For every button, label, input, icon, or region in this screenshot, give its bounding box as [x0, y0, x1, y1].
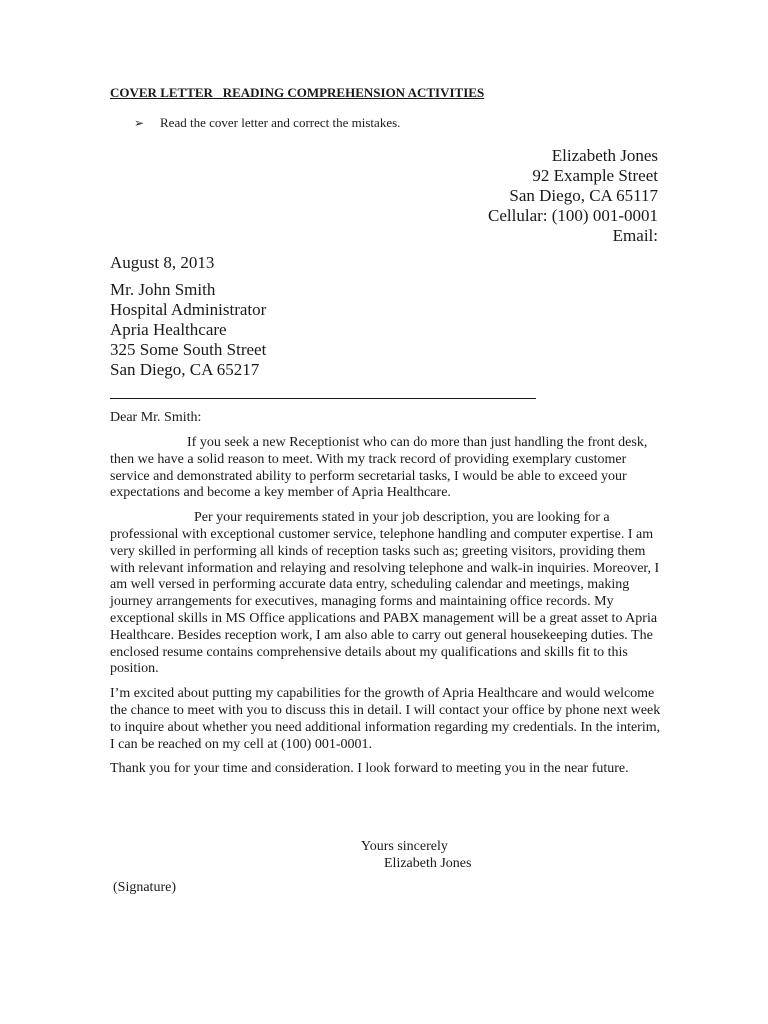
instruction-line [134, 115, 400, 131]
body-paragraph: If you seek a new Receptionist who can do more than just handling the front desk, then we have a solid reason to meet. With my track record of providing exemplary customer service and demonstrated ability to perform secretarial tasks, I would be able to exceed your expectations and become a key member of Apria Healthcare. [110, 435, 648, 501]
recipient-title: Hospital Administrator [110, 300, 267, 319]
recipient-company: Apria Healthcare [110, 320, 227, 339]
closing-name: Elizabeth Jones [384, 856, 472, 871]
body-paragraph: Per your requirements stated in your job description, you are looking for a professional with exceptional customer service, telephone handling and computer expertise. I am very skilled in performing all kinds of reception tasks such as; greeting visitors, providing them with relevant information and relaying and resolving telephone and walk-in inquiries. Moreover, I am well versed in performing accurate data entry, scheduling calendar and meetings, making journey arrangements for executives, managing forms and maintaining office records. My exceptional skills in MS Office applications and PABX management will be a great asset to Apria Healthcare. Besides reception work, I am also able to carry out general housekeeping duties. The enclosed resume contains comprehensive details about my qualifications and skills fit to this position. [110, 510, 660, 677]
arrow-bullet-icon: ➢ [134, 116, 145, 130]
recipient-name: Mr. John Smith [110, 280, 216, 299]
sender-city: San Diego, CA 65117 [509, 186, 658, 205]
recipient-address-block [110, 280, 266, 380]
sender-street: 92 Example Street [532, 166, 658, 185]
worksheet-title: COVER LETTER READING COMPREHENSION ACTIVITIES [110, 85, 485, 100]
body-paragraph: Thank you for your time and consideration. I look forward to meeting you in the near future. [110, 761, 629, 777]
sender-name: Elizabeth Jones [551, 146, 658, 165]
closing-phrase: Yours sincerely [361, 839, 448, 854]
letter-date: August 8, 2013 [110, 253, 215, 272]
recipient-street: 325 Some South Street [110, 340, 267, 359]
recipient-city: San Diego, CA 65217 [110, 360, 260, 379]
closing-block [361, 838, 471, 872]
sender-phone: Cellular: (100) 001-0001 [488, 206, 658, 225]
sender-address-block [488, 146, 658, 246]
body-paragraph: I’m excited about putting my capabilities for the growth of Apria Healthcare and would welcome the chance to meet with you to discuss this in detail. I will contact your office by phone next week to inquire about whether you need additional information regarding my credentials. In the interim, I can be reached on my cell at (100) 001-0001. [110, 686, 661, 752]
salutation: Dear Mr. Smith: [110, 410, 202, 425]
instruction-text: Read the cover letter and correct the mistakes. [160, 115, 401, 130]
horizontal-rule [110, 398, 536, 399]
signature-placeholder: (Signature) [113, 880, 176, 895]
letter-body [110, 435, 662, 786]
sender-email: Email: [612, 226, 658, 245]
